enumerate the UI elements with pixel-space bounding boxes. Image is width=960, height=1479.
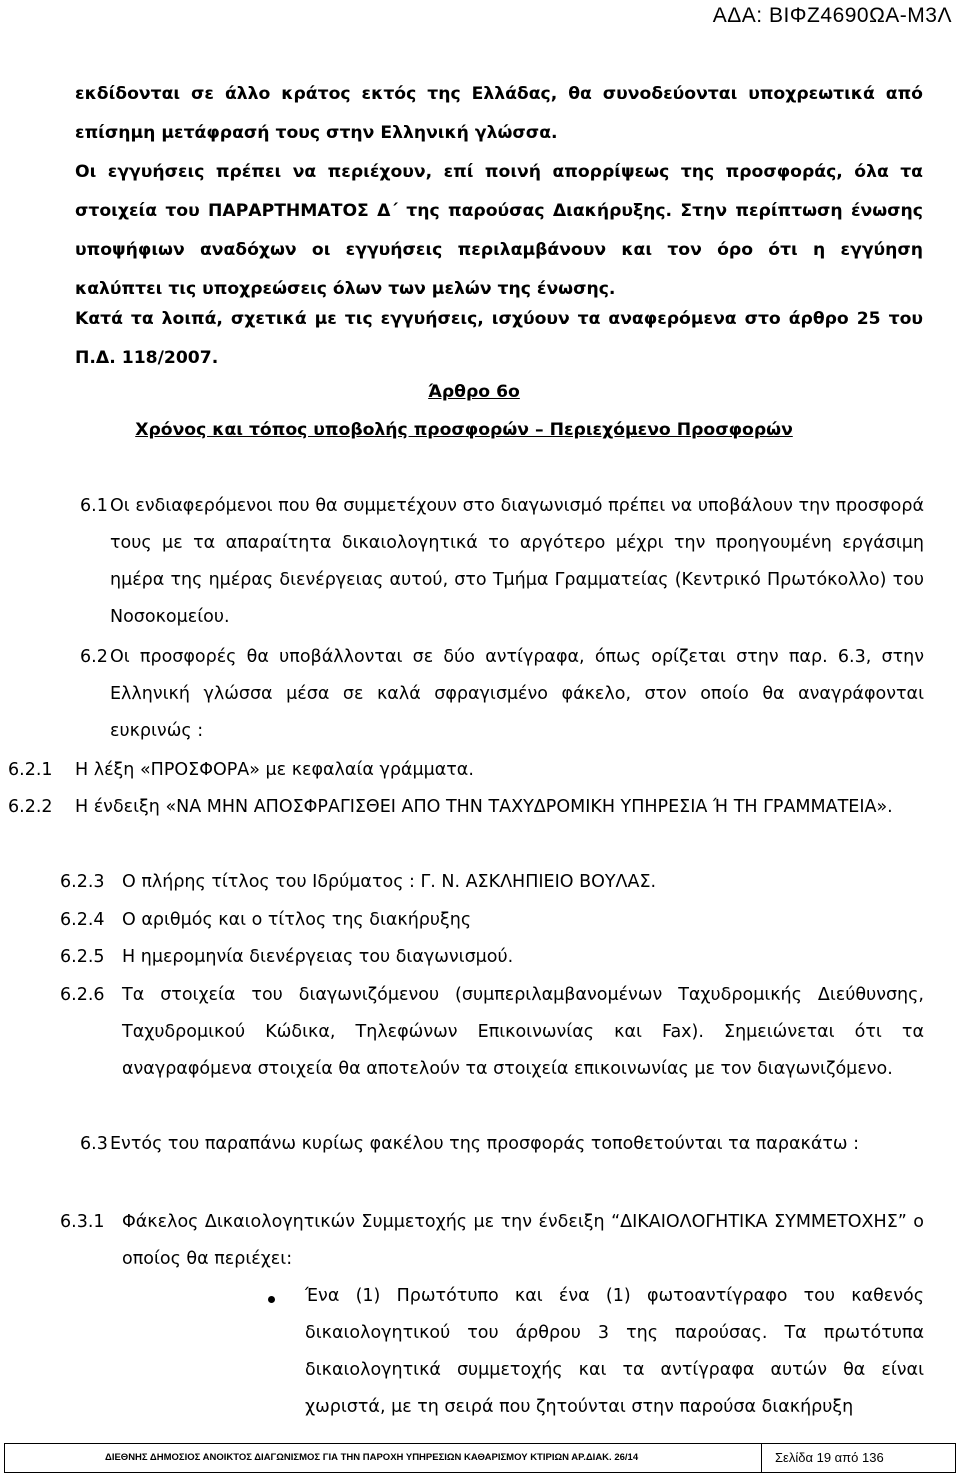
item-number: 6.3.1 bbox=[60, 1212, 105, 1232]
item-6-3-text: Εντός του παραπάνω κυρίως φακέλου της προσφοράς τοποθετούνται τα παρακάτω : bbox=[110, 1134, 860, 1154]
item-number: 6.2.2 bbox=[8, 797, 53, 817]
item-number: 6.2.4 bbox=[60, 910, 105, 930]
item-6-3-1-text: Φάκελος Δικαιολογητικών Συμμετοχής με την ένδειξη “ΔΙΚΑΙΟΛΟΓΗΤΙΚΑ ΣΥΜΜΕΤΟΧΗΣ” ο οποίος θα περιέχει: bbox=[122, 1212, 924, 1269]
page-number: Σελίδα 19 από 136 bbox=[775, 1450, 884, 1465]
intro-line-1: εκδίδονται σε άλλο κράτος εκτός της Ελλάδας, θα συνοδεύονται υποχρεωτικά από bbox=[75, 84, 923, 104]
item-number: 6.3 bbox=[80, 1134, 108, 1154]
item-6-2-text: Οι προσφορές θα υποβάλλονται σε δύο αντίγραφα, όπως ορίζεται στην παρ. 6.3, στην Ελληνική γλώσσα μέσα σε καλά σφραγισμένο φάκελο, στον οποίο θα αναγράφονται ευκρινώς : bbox=[110, 647, 924, 741]
item-number: 6.2 bbox=[80, 647, 108, 667]
bullet-icon bbox=[268, 1296, 275, 1303]
item-number: 6.2.1 bbox=[8, 760, 53, 780]
intro-paragraph-other: Κατά τα λοιπά, σχετικά με τις εγγυήσεις, ισχύουν τα αναφερόμενα στο άρθρο 25 του Π.Δ. 118/2007. bbox=[75, 309, 923, 368]
bullet-1-text: Ένα (1) Πρωτότυπο και ένα (1) φωτοαντίγραφο του καθενός δικαιολογητικού του άρθρου 3 της παρούσας. Τα πρωτότυπα δικαιολογητικά συμμετοχής και τα αντίγραφα αυτών θα είναι χωριστά, με τη σειρά που ζητούνται στην παρούσα διακήρυξη bbox=[305, 1286, 924, 1417]
item-6-2-5-text: Η ημερομηνία διενέργειας του διαγωνισμού. bbox=[122, 947, 514, 967]
item-number: 6.2.5 bbox=[60, 947, 105, 967]
item-number: 6.2.6 bbox=[60, 985, 105, 1005]
item-6-2-3-text: Ο πλήρης τίτλος του Ιδρύματος : Γ. Ν. ΑΣΚΛΗΠΙΕΙΟ ΒΟΥΛΑΣ. bbox=[122, 872, 657, 892]
article-title: Άρθρο 6ο bbox=[428, 382, 520, 402]
footer-divider bbox=[761, 1444, 762, 1472]
item-6-2-2-text: Η ένδειξη «ΝΑ ΜΗΝ ΑΠΟΣΦΡΑΓΙΣΘΕΙ ΑΠΟ ΤΗΝ ΤΑΧΥΔΡΟΜΙΚΗ ΥΠΗΡΕΣΙΑ Ή ΤΗ ΓΡΑΜΜΑΤΕΙΑ». bbox=[75, 797, 893, 817]
page-footer bbox=[4, 1443, 956, 1473]
item-number: 6.2.3 bbox=[60, 872, 105, 892]
item-number: 6.1 bbox=[80, 496, 108, 516]
item-6-1-text: Οι ενδιαφερόμενοι που θα συμμετέχουν στο διαγωνισμό πρέπει να υποβάλουν την προσφορά τους με τα απαραίτητα δικαιολογητικά το αργότερο μέχρι την προηγουμένη εργάσιμη ημέρα της ημέρας διενέργειας αυτού, στο Τμήμα Γραμματείας (Κεντρικό Πρωτόκολλο) του Νοσοκομείου. bbox=[110, 496, 924, 627]
item-6-2-4-text: Ο αριθμός και ο τίτλος της διακήρυξης bbox=[122, 910, 472, 930]
item-6-2-6-text: Τα στοιχεία του διαγωνιζόμενου (συμπεριλαμβανομένων Ταχυδρομικής Διεύθυνσης, Ταχυδρομικού Κώδικα, Τηλεφώνων Επικοινωνίας και Fax). Σημειώνεται ότι τα αναγραφόμενα στοιχεία θα αποτελούν τα στοιχεία επικοινωνίας με τον διαγωνιζόμενο. bbox=[122, 985, 924, 1079]
footer-title: ΔΙΕΘΝΗΣ ΔΗΜΟΣΙΟΣ ΑΝΟΙΚΤΟΣ ΔΙΑΓΩΝΙΣΜΟΣ ΓΙΑ ΤΗΝ ΠΑΡΟΧΗ ΥΠΗΡΕΣΙΩΝ ΚΑΘΑΡΙΣΜΟΥ ΚΤΙΡΙΩΝ ΑΡ.ΔΙΑΚ. 26/14 bbox=[105, 1452, 639, 1463]
item-6-2-1-text: Η λέξη «ΠΡΟΣΦΟΡΑ» με κεφαλαία γράμματα. bbox=[75, 760, 474, 780]
intro-paragraph-guarantees: Οι εγγυήσεις πρέπει να περιέχουν, επί ποινή απορρίψεως της προσφοράς, όλα τα στοιχεία του ΠΑΡΑΡΤΗΜΑΤΟΣ Δ΄ της παρούσας Διακήρυξης. Στην περίπτωση ένωσης υποψήφιων αναδόχων οι εγγυήσεις περιλαμβάνουν και τον όρο ότι η εγγύηση καλύπτει τις υποχρεώσεις όλων των μελών της ένωσης. bbox=[75, 162, 923, 299]
article-subtitle: Χρόνος και τόπος υποβολής προσφορών – Περιεχόμενο Προσφορών bbox=[135, 420, 793, 440]
ada-code: ΑΔΑ: ΒΙΦΖ4690ΩΑ-Μ3Λ bbox=[712, 4, 952, 27]
intro-line-2: επίσημη μετάφρασή τους στην Ελληνική γλώσσα. bbox=[75, 123, 558, 143]
